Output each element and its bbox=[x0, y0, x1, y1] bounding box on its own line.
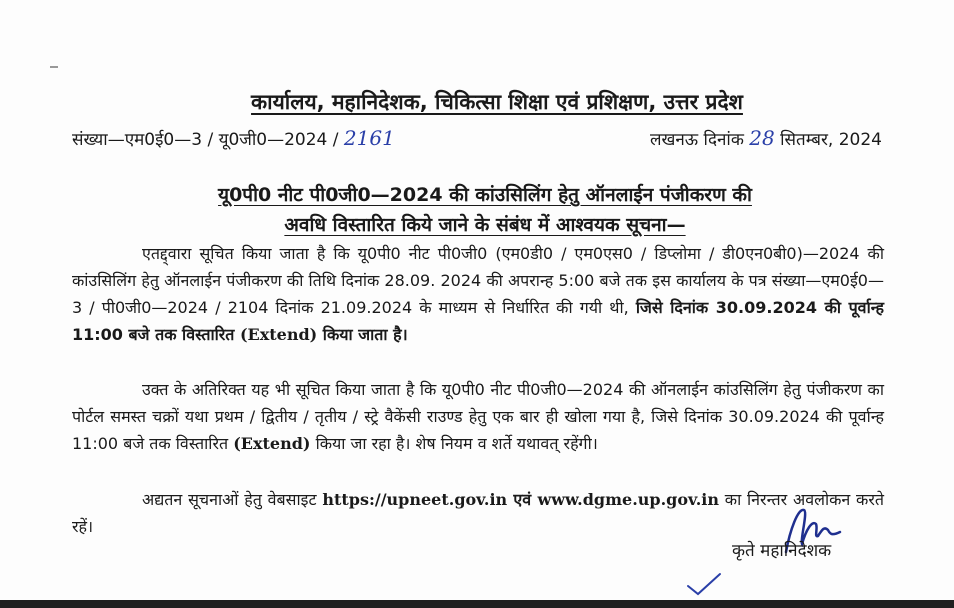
handwritten-date-day: 28 bbox=[749, 126, 775, 150]
subject-heading bbox=[90, 180, 880, 240]
scan-speck bbox=[50, 66, 58, 68]
paragraph-2-text-end: किया जा रहा है। शेष नियम व शर्ते यथावत् रहेंगी। bbox=[310, 434, 598, 453]
website-link-upneet[interactable]: https://upneet.gov.in bbox=[322, 490, 508, 509]
paragraph-3-text: अद्यतन सूचनाओं हेतु वेबसाइट bbox=[142, 490, 323, 509]
paragraph-1-extend: (Extend) bbox=[239, 325, 318, 344]
paragraph-1-bold-end: किया जाता है। bbox=[317, 325, 408, 344]
office-heading: कार्यालय, महानिदेशक, चिकित्सा शिक्षा एवं प्रशिक्षण, उत्तर प्रदेश bbox=[251, 90, 743, 114]
place-date-prefix: लखनऊ दिनांक bbox=[649, 130, 744, 150]
subject-line-2: अवधि विस्तारित किये जाने के संबंध में आश्वयक सूचना— bbox=[284, 214, 686, 236]
paragraph-2-text: उक्त के अतिरिक्त यह भी सूचित किया जाता है कि यू0पी0 नीट पी0जी0—2024 की ऑनलाईन कांउसिलिंग हेतु पंजीकरण का पोर्टल समस्त चक्रों यथा प्रथम / द्वितीय / तृतीय / स्ट्रे वैकेंसी राउण्ड हेतु एक बार ही खोला गया है, जिसे दिनांक 30.09.2024 की पूर्वान्ह 11:00 बजे तक विस्तारित bbox=[72, 380, 884, 453]
reference-row bbox=[72, 126, 882, 156]
date-month-year: सितम्बर, 2024 bbox=[780, 130, 882, 150]
paragraph-3-conjunction: एवं bbox=[507, 490, 538, 509]
paragraph-3 bbox=[72, 486, 884, 540]
scan-bottom-edge bbox=[0, 600, 954, 608]
reference-number bbox=[72, 126, 395, 150]
paragraph-3-text-end: का निरन्तर अवलोकन करते रहें। bbox=[72, 490, 884, 536]
check-mark-icon bbox=[684, 568, 724, 600]
website-link-dgme[interactable]: www.dgme.up.gov.in bbox=[537, 490, 720, 509]
paragraph-2-extend: (Extend) bbox=[233, 434, 311, 453]
paragraph-2 bbox=[72, 376, 884, 457]
paragraph-1-text: एतद्द्वारा सूचित किया जाता है कि यू0पी0 नीट पी0जी0 (एम0डी0 / एम0एस0 / डिप्लोमा / डी0एन0बी0)—2024 की कांउसिलिंग हेतु ऑनलाईन पंजीकरण की तिथि दिनांक 28.09. 2024 की अपरान्ह 5:00 बजे तक इस कार्यालय के पत्र संख्या—एम0ई0—3 / पी0जी0—2024 / 2104 दिनांक 21.09.2024 के माध्यम से निर्धारित की गयी थी, bbox=[72, 244, 884, 317]
subject-line-1: यू0पी0 नीट पी0जी0—2024 की कांउसिलिंग हेतु ऑनलाईन पंजीकरण की bbox=[218, 184, 752, 206]
handwritten-ref-number: 2161 bbox=[343, 126, 395, 150]
reference-prefix: संख्या—एम0ई0—3 / यू0जी0—2024 / bbox=[72, 130, 344, 150]
signature-label: कृते महानिदेशक bbox=[732, 541, 832, 561]
paragraph-1 bbox=[72, 240, 884, 348]
paragraph-1-bold: जिसे दिनांक 30.09.2024 की पूर्वान्ह 11:00 बजे तक विस्तारित bbox=[72, 298, 884, 344]
place-date bbox=[650, 126, 882, 150]
